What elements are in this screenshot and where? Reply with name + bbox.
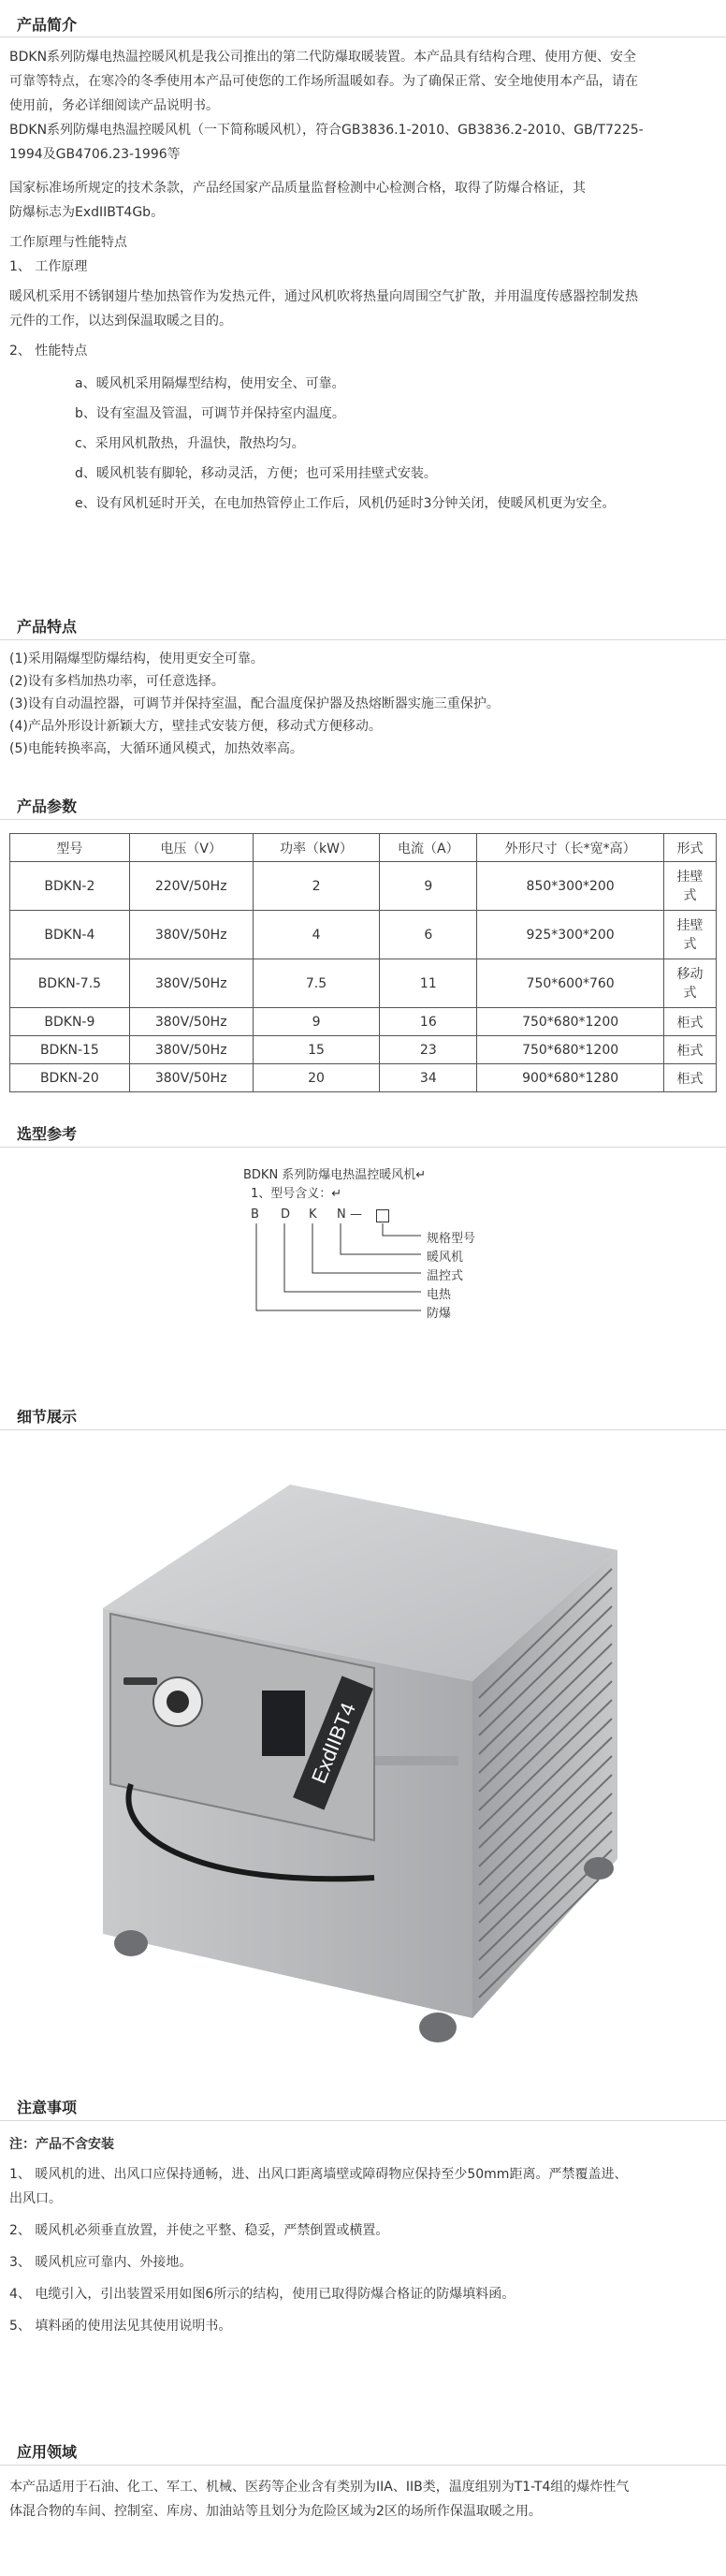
detail-title: 细节展示: [17, 1408, 78, 1426]
intro-header: [0, 13, 726, 37]
note-line: 4、 电缆引入，引出装置采用如图6所示的结构，使用已取得防爆合格证的防爆填料函。: [9, 2287, 515, 2302]
code-label: 电热: [427, 1288, 452, 1302]
code-label: 温控式: [427, 1269, 464, 1283]
table-cell: 750*680*1200: [477, 1036, 664, 1064]
nameplate-text: ExdIIBT4: [306, 1699, 361, 1787]
table-cell: BDKN-2: [10, 862, 130, 911]
table-row: [10, 1036, 717, 1064]
table-header-row: [10, 834, 717, 862]
intro-section: [0, 13, 726, 519]
intro-line: BDKN系列防爆电热温控暖风机（一下简称暖风机），符合GB3836.1-2010、GB3836.2-2010、GB/T7225-: [9, 123, 644, 138]
table-cell: BDKN-15: [10, 1036, 130, 1064]
selection-header: [0, 1120, 726, 1148]
table-cell: BDKN-20: [10, 1064, 130, 1092]
table-cell: BDKN-9: [10, 1008, 130, 1036]
table-cell: 380V/50Hz: [129, 1064, 253, 1092]
intro-title: 产品简介: [17, 16, 78, 34]
table-cell: 380V/50Hz: [129, 959, 253, 1008]
spec-table: [9, 833, 717, 1092]
params-title: 产品参数: [17, 798, 78, 815]
params-header: [0, 792, 726, 820]
application-line: 体混合物的车间、控制室、库房、加油站等且划分为危险区域为2区的场所作保温取暖之用。: [9, 2504, 542, 2519]
table-cell: 4: [253, 911, 380, 959]
intro-line: 国家标准场所规定的技术条款，产品经国家产品质量监督检测中心检测合格，取得了防爆合格证，其: [9, 181, 586, 196]
code-letter: —: [350, 1208, 362, 1222]
table-cell: 9: [253, 1008, 380, 1036]
table-cell: 925*300*200: [477, 911, 664, 959]
table-row: [10, 862, 717, 911]
table-cell: 34: [380, 1064, 477, 1092]
code-letter: K: [309, 1208, 317, 1222]
table-cell: 移动式: [664, 959, 717, 1008]
code-letter: N: [337, 1208, 346, 1222]
table-cell: BDKN-4: [10, 911, 130, 959]
table-cell: 挂壁式: [664, 862, 717, 911]
table-header-cell: 电压（V）: [129, 834, 253, 862]
table-row: [10, 1064, 717, 1092]
intro-line: 元件的工作，以达到保温取暖之目的。: [9, 314, 232, 329]
note-line: 3、 暖风机应可靠内、外接地。: [9, 2255, 193, 2270]
table-cell: 柜式: [664, 1036, 717, 1064]
table-cell: 380V/50Hz: [129, 911, 253, 959]
table-cell: 挂壁式: [664, 911, 717, 959]
application-title: 应用领域: [17, 2443, 78, 2461]
code-letter: D: [281, 1208, 291, 1222]
feature-line: e、设有风机延时开关，在电加热管停止工作后，风机仍延时3分钟关闭，使暖风机更为安全。: [75, 496, 616, 511]
code-label: 暖风机: [427, 1251, 464, 1265]
diagram-subtitle: 1、型号含义：↵: [251, 1187, 342, 1201]
table-header-cell: 形式: [664, 834, 717, 862]
intro-line: 1、 工作原理: [9, 259, 88, 274]
table-row: [10, 1008, 717, 1036]
diagram-lines: [0, 1164, 726, 1389]
table-cell: 750*600*760: [477, 959, 664, 1008]
table-cell: 11: [380, 959, 477, 1008]
detail-header: [0, 1402, 726, 1430]
detail-section: [0, 1402, 726, 1430]
table-cell: 900*680*1280: [477, 1064, 664, 1092]
feature-item: (5)电能转换率高，大循环通风模式，加热效率高。: [9, 741, 303, 756]
feature-item: (3)设有自动温控器，可调节并保持室温，配合温度保护器及热熔断器实施三重保护。: [9, 696, 500, 711]
selection-section: [0, 1120, 726, 1148]
notes-section: [0, 2093, 726, 2338]
model-diagram: [0, 1164, 726, 1389]
table-header-cell: 外形尺寸（长*宽*高）: [477, 834, 664, 862]
table-cell: 柜式: [664, 1064, 717, 1092]
selection-title: 选型参考: [17, 1125, 78, 1143]
note-line: 出风口。: [9, 2191, 62, 2206]
application-line: 本产品适用于石油、化工、军工、机械、医药等企业含有类别为IIA、IIB类，温度组别为T1-T4组的爆炸性气: [9, 2480, 630, 2495]
table-cell: 16: [380, 1008, 477, 1036]
heater-illustration: [0, 1447, 726, 2093]
table-cell: 7.5: [253, 959, 380, 1008]
table-cell: 220V/50Hz: [129, 862, 253, 911]
application-section: [0, 2437, 726, 2524]
table-cell: 6: [380, 911, 477, 959]
feature-item: (1)采用隔爆型防爆结构，使用更安全可靠。: [9, 651, 264, 666]
table-cell: 15: [253, 1036, 380, 1064]
table-cell: 23: [380, 1036, 477, 1064]
table-row: [10, 911, 717, 959]
feature-item: (2)设有多档加热功率，可任意选择。: [9, 674, 225, 689]
table-cell: 9: [380, 862, 477, 911]
diagram-title: BDKN 系列防爆电热温控暖风机↵: [243, 1168, 427, 1182]
note-line: 5、 填料函的使用法见其使用说明书。: [9, 2319, 232, 2334]
intro-line: 可靠等特点，在寒冷的冬季使用本产品可使您的工作场所温暖如春。为了确保正常、安全地使用本产品，请在: [9, 74, 638, 89]
table-cell: 850*300*200: [477, 862, 664, 911]
params-section: [0, 792, 726, 820]
note-line: 1、 暖风机的进、出风口应保持通畅，进、出风口距离墙壁或障碍物应保持至少50mm距离。严禁覆盖进、: [9, 2167, 628, 2182]
application-header: [0, 2437, 726, 2466]
features-header: [0, 612, 726, 640]
table-header-cell: 电流（A）: [380, 834, 477, 862]
feature-line: c、采用风机散热，升温快，散热均匀。: [75, 436, 305, 451]
notes-title: 注意事项: [17, 2099, 78, 2116]
feature-line: a、暖风机采用隔爆型结构，使用安全、可靠。: [75, 376, 345, 391]
features-section: [0, 612, 726, 760]
table-cell: BDKN-7.5: [10, 959, 130, 1008]
notes-header: [0, 2093, 726, 2121]
table-cell: 750*680*1200: [477, 1008, 664, 1036]
code-label: 防爆: [427, 1307, 452, 1321]
feature-line: d、暖风机装有脚轮，移动灵活，方便；也可采用挂壁式安装。: [75, 466, 437, 481]
intro-line: 1994及GB4706.23-1996等: [9, 147, 181, 162]
feature-item: (4)产品外形设计新颖大方，壁挂式安装方便，移动式方便移动。: [9, 719, 382, 734]
note-line: 注：产品不含安装: [9, 2137, 114, 2152]
intro-line: 使用前，务必详细阅读产品说明书。: [9, 98, 219, 113]
features-title: 产品特点: [17, 618, 78, 636]
code-letter: B: [251, 1208, 259, 1222]
table-cell: 20: [253, 1064, 380, 1092]
product-photo: [0, 1447, 726, 2093]
params-table-wrap: [0, 833, 726, 1133]
table-cell: 380V/50Hz: [129, 1036, 253, 1064]
code-label: 规格型号: [427, 1232, 476, 1246]
intro-line: 暖风机采用不锈钢翅片垫加热管作为发热元件，通过风机吹将热量向周围空气扩散，并用温度传感器控制发热: [9, 289, 638, 304]
table-header-cell: 功率（kW）: [253, 834, 380, 862]
intro-line: 工作原理与性能特点: [9, 235, 127, 250]
table-header-cell: 型号: [10, 834, 130, 862]
feature-line: b、设有室温及管温，可调节并保持室内温度。: [75, 406, 345, 421]
table-row: [10, 959, 717, 1008]
intro-line: 防爆标志为ExdIIBT4Gb。: [9, 205, 165, 220]
table-cell: 柜式: [664, 1008, 717, 1036]
intro-line: BDKN系列防爆电热温控暖风机是我公司推出的第二代防爆取暖装置。本产品具有结构合理、使用方便、安全: [9, 50, 637, 65]
table-cell: 380V/50Hz: [129, 1008, 253, 1036]
intro-line: 2、 性能特点: [9, 344, 88, 359]
table-cell: 2: [253, 862, 380, 911]
note-line: 2、 暖风机必须垂直放置，并使之平整、稳妥，严禁倒置或横置。: [9, 2223, 389, 2238]
